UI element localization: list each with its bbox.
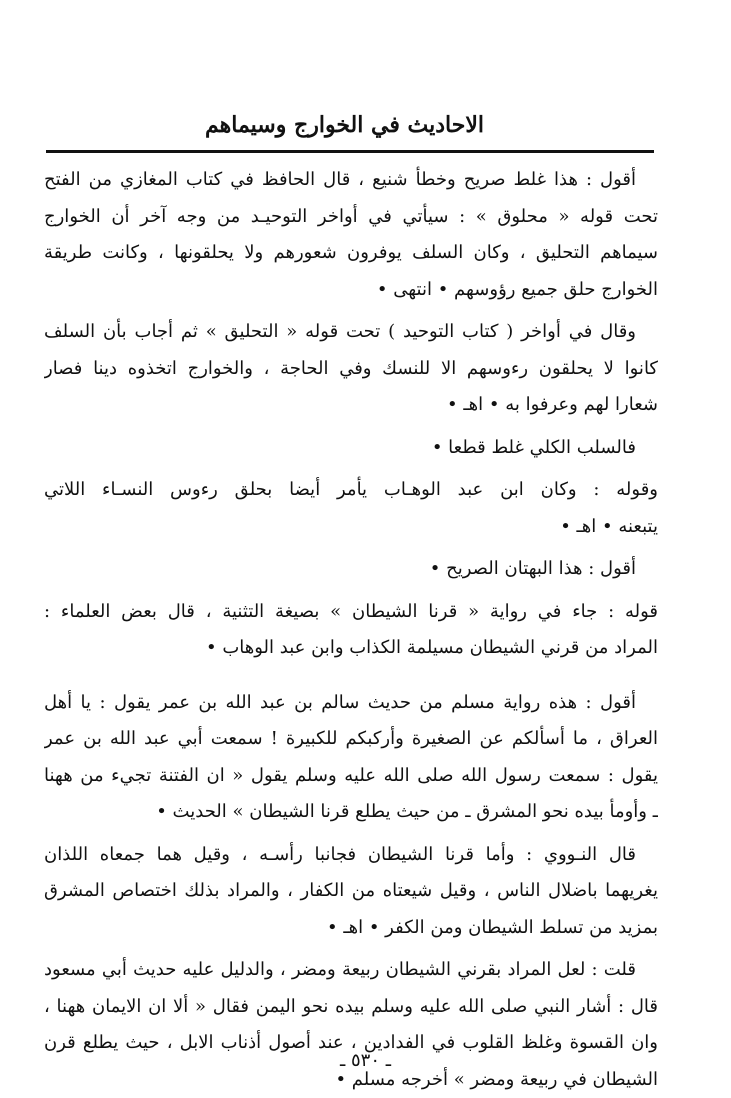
text-line: قلت : لعل المراد بقرني الشيطان ربيعة ومضر ، والدليل عليه حديث أبي مسعود bbox=[44, 952, 658, 989]
text-line: أقول : هذا البهتان الصريح • bbox=[44, 551, 658, 588]
paragraph bbox=[44, 837, 658, 947]
paragraph bbox=[44, 430, 658, 467]
text-line: سيماهم التحليق ، وكان السلف يوفرون شعورهم ولا يحلقونها ، وكانت طريقة bbox=[44, 235, 658, 272]
paragraph bbox=[44, 551, 658, 588]
text-line: يقول : سمعت رسول الله صلى الله عليه وسلم يقول « ان الفتنة تجيء من ههنا bbox=[44, 758, 658, 795]
text-line: تحت قوله « محلوق » : سيأتي في أواخر التوحيـد من وجه آخر أن الخوارج bbox=[44, 199, 658, 236]
text-line: ـ وأومأ بيده نحو المشرق ـ من حيث يطلع قرنا الشيطان » الحديث • bbox=[44, 794, 658, 831]
paragraph bbox=[44, 952, 658, 1098]
running-header bbox=[42, 108, 654, 148]
paragraph bbox=[44, 162, 658, 308]
text-line: الخوارج حلق جميع رؤوسهم • انتهى • bbox=[44, 272, 658, 309]
text-line: المراد من قرني الشيطان مسيلمة الكذاب وابن عبد الوهاب • bbox=[44, 630, 658, 667]
header-rule bbox=[46, 150, 654, 153]
text-line: أقول : هذا غلط صريح وخطأ شنيع ، قال الحافظ في كتاب المغازي من الفتح bbox=[44, 162, 658, 199]
text-line: وان القسوة وغلظ القلوب في الفدادين ، عند أصول أذناب الابل ، حيث يطلع قرن bbox=[44, 1025, 658, 1062]
text-line: أقول : هذه رواية مسلم من حديث سالم بن عبد الله بن عمر يقول : يا أهل bbox=[44, 685, 658, 722]
paragraph bbox=[44, 594, 658, 667]
text-line: بمزيد من تسلط الشيطان ومن الكفر • اهـ • bbox=[44, 910, 658, 947]
text-line: العراق ، ما أسألكم عن الصغيرة وأركبكم للكبيرة ! سمعت أبي عبد الله بن عمر bbox=[44, 721, 658, 758]
page-number: ـ ٥٣٠ ـ bbox=[0, 1050, 731, 1071]
text-line: يغريهما باضلال الناس ، وقيل شيعتاه من الكفار ، والمراد بذلك اختصاص المشرق bbox=[44, 873, 658, 910]
text-line: الشيطان في ربيعة ومضر » أخرجه مسلم • bbox=[44, 1062, 658, 1098]
text-line: كانوا لا يحلقون رءوسهم الا للنسك وفي الحاجة ، والخوارج اتخذوه دينا فصار bbox=[44, 351, 658, 388]
text-line: قال النـووي : وأما قرنا الشيطان فجانبا رأسـه ، وقيل هما جمعاه اللذان bbox=[44, 837, 658, 874]
text-line: وقوله : وكان ابن عبد الوهـاب يأمر أيضا بحلق رءوس النسـاء اللاتي bbox=[44, 472, 658, 509]
text-line: فالسلب الكلي غلط قطعا • bbox=[44, 430, 658, 467]
text-line: يتبعنه • اهـ • bbox=[44, 509, 658, 546]
paragraph bbox=[44, 472, 658, 545]
text-line: شعارا لهم وعرفوا به • اهـ • bbox=[44, 387, 658, 424]
text-line: قوله : جاء في رواية « قرنا الشيطان » بصيغة التثنية ، قال بعض العلماء : bbox=[44, 594, 658, 631]
text-line: قال : أشار النبي صلى الله عليه وسلم بيده نحو اليمن فقال « ألا ان الايمان ههنا ، bbox=[44, 989, 658, 1026]
text-line: وقال في أواخر ( كتاب التوحيد ) تحت قوله « التحليق » ثم أجاب بأن السلف bbox=[44, 314, 658, 351]
paragraph bbox=[44, 314, 658, 424]
page-title: الاحاديث في الخوارج وسيماهم bbox=[205, 112, 484, 138]
body-text bbox=[44, 162, 658, 1098]
paragraph bbox=[44, 685, 658, 831]
